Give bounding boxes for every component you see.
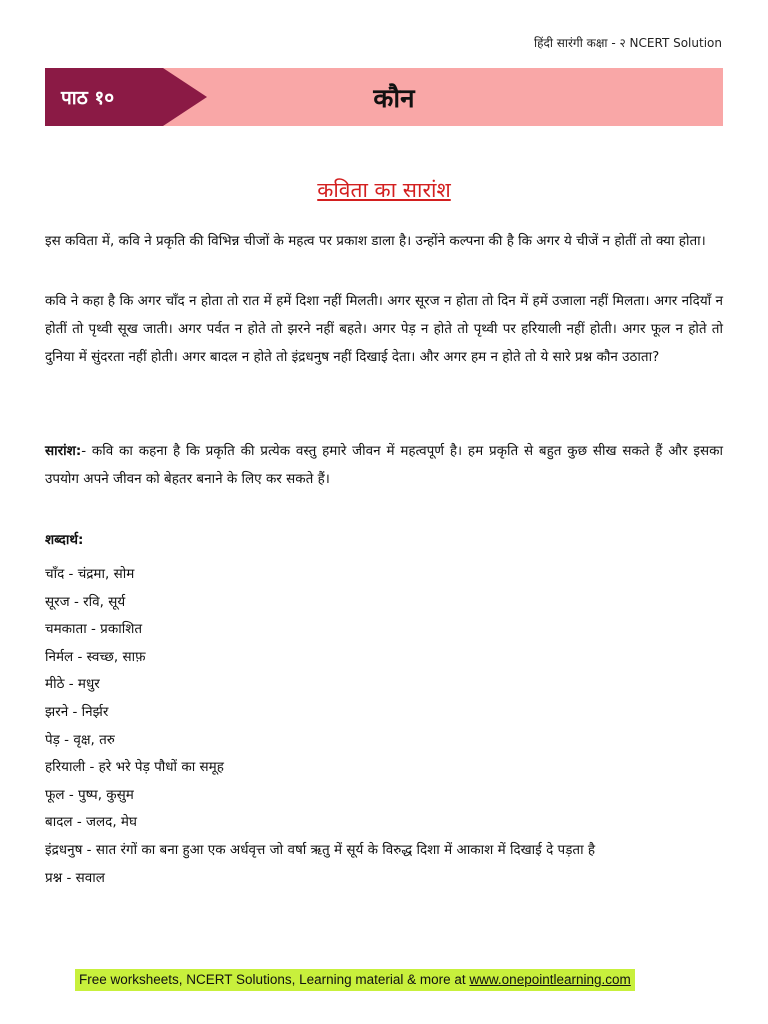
summary-title: कविता का सारांश bbox=[317, 178, 451, 202]
footer-banner bbox=[75, 969, 635, 991]
footer-text: Free worksheets, NCERT Solutions, Learning material & more at bbox=[79, 972, 470, 987]
page-header: हिंदी सारंगी कक्षा - २ NCERT Solution bbox=[534, 36, 722, 50]
summary-paragraph-2: कवि ने कहा है कि अगर चाँद न होता तो रात में हमें दिशा नहीं मिलती। अगर सूरज न होता तो दिन में हमें उजाला नहीं मिलता। अगर नदियाँ न होतीं तो पृथ्वी सूख जाती। अगर पर्वत न होते तो झरने नहीं बहते। अगर पेड़ न होते तो पृथ्वी पर हरियाली नहीं होती। अगर फूल न होते तो दुनिया में सुंदरता नहीं होती। अगर बादल न होते तो इंद्रधनुष नहीं दिखाई देता। और अगर हम न होते तो ये सारे प्रश्न कौन उठाता? bbox=[45, 293, 723, 365]
glossary-item: चाँद - चंद्रमा, सोम bbox=[45, 566, 135, 582]
glossary-item: इंद्रधनुष - सात रंगों का बना हुआ एक अर्धवृत्त जो वर्षा ऋतु में सूर्य के विरुद्ध दिशा में आकाश में दिखाई दे पड़ता है bbox=[45, 841, 596, 858]
glossary-item: फूल - पुष्प, कुसुम bbox=[45, 786, 134, 803]
footer-link[interactable]: www.onepointlearning.com bbox=[469, 972, 631, 987]
glossary-title: शब्दार्थ: bbox=[45, 532, 84, 548]
glossary-item: निर्मल - स्वच्छ, साफ़ bbox=[45, 648, 146, 665]
glossary-item: मीठे - मधुर bbox=[45, 676, 100, 693]
glossary-item: सूरज - रवि, सूर्य bbox=[45, 593, 126, 610]
glossary-list bbox=[45, 561, 595, 892]
glossary-item: बादल - जलद, मेघ bbox=[45, 814, 137, 831]
glossary-item: झरने - निर्झर bbox=[45, 703, 109, 720]
lesson-number: पाठ १० bbox=[45, 68, 163, 126]
lesson-title: कौन bbox=[373, 84, 415, 114]
lesson-banner bbox=[45, 68, 723, 126]
glossary-item: प्रश्न - सवाल bbox=[45, 869, 105, 886]
summary-paragraph-3 bbox=[45, 437, 723, 493]
glossary-item: चमकाता - प्रकाशित bbox=[45, 621, 143, 638]
summary-paragraph-1: इस कविता में, कवि ने प्रकृति की विभिन्न चीजों के महत्व पर प्रकाश डाला है। उन्होंने कल्पना की है कि अगर ये चीजें न होतीं तो क्या होता। bbox=[45, 233, 706, 249]
summary-label: सारांश: bbox=[45, 443, 82, 459]
summary-text: - कवि का कहना है कि प्रकृति की प्रत्येक वस्तु हमारे जीवन में महत्वपूर्ण है। हम प्रकृति से बहुत कुछ सीख सकते हैं और इसका उपयोग अपने जीवन को बेहतर बनाने के लिए कर सकते हैं। bbox=[45, 443, 723, 487]
glossary-item: पेड़ - वृक्ष, तरु bbox=[45, 731, 115, 748]
glossary-item: हरियाली - हरे भरे पेड़ पौधों का समूह bbox=[45, 759, 224, 776]
